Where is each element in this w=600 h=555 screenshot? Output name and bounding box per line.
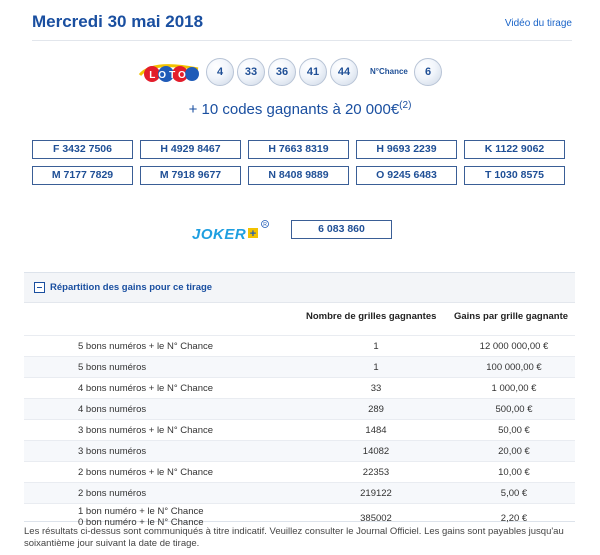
winning-code: H 4929 8467 <box>140 140 241 159</box>
winning-code: O 9245 6483 <box>356 166 457 185</box>
prize-table-title[interactable]: Répartition des gains pour ce tirage <box>50 282 213 293</box>
rank-cell: 3 bons numéros <box>78 446 147 457</box>
winning-code: K 1122 9062 <box>464 140 565 159</box>
loto-logo <box>138 61 200 85</box>
count-cell: 1484 <box>365 425 387 436</box>
count-cell: 385002 <box>360 513 392 524</box>
rank-cell: 4 bons numéros <box>78 404 147 415</box>
codes-title-text: + 10 codes gagnants à 20 000€ <box>188 101 400 118</box>
rank-line: 1 bon numéro + le N° Chance <box>78 506 204 517</box>
gain-cell: 5,00 € <box>500 488 528 499</box>
table-row <box>24 440 575 462</box>
count-cell: 1 <box>373 341 379 352</box>
count-cell: 1 <box>373 362 379 373</box>
collapse-icon[interactable] <box>34 282 45 293</box>
draw-ball: 33 <box>237 58 265 86</box>
winning-code: M 7918 9677 <box>140 166 241 185</box>
winning-code: H 7663 8319 <box>248 140 349 159</box>
gain-cell: 500,00 € <box>495 404 533 415</box>
winning-code: H 9693 2239 <box>356 140 457 159</box>
chance-label: N°Chance <box>370 67 408 76</box>
disclaimer-text: Les résultats ci-dessus sont communiqués à titre indicatif. Veuillez consulter le Journal Officiel. Les gains sont payables jusqu'au soixantième jour suivant la date de tirage. <box>24 526 564 549</box>
rank-cell: 5 bons numéros <box>78 362 147 373</box>
gain-cell: 20,00 € <box>498 446 530 457</box>
result-header <box>32 12 572 36</box>
count-cell: 14082 <box>362 446 390 457</box>
table-row <box>24 461 575 483</box>
draw-ball: 44 <box>330 58 358 86</box>
winning-code: N 8408 9889 <box>248 166 349 185</box>
divider <box>32 40 572 41</box>
table-row <box>24 398 575 420</box>
gain-cell: 12 000 000,00 € <box>479 341 549 352</box>
draw-ball: 36 <box>268 58 296 86</box>
svg-text:LOTO: LOTO <box>149 70 189 81</box>
prize-table <box>24 272 575 528</box>
rank-cell <box>78 506 204 528</box>
codes-title-note: (2) <box>399 100 412 111</box>
gain-cell: 2,20 € <box>500 513 528 524</box>
prize-table-header[interactable] <box>24 273 575 303</box>
winning-code: M 7177 7829 <box>32 166 133 185</box>
draw-ball: 41 <box>299 58 327 86</box>
gain-cell: 10,00 € <box>498 467 530 478</box>
gain-cell: 100 000,00 € <box>486 362 542 373</box>
rank-cell: 5 bons numéros + le N° Chance <box>78 341 214 352</box>
video-link[interactable]: Vidéo du tirage <box>504 18 572 29</box>
svg-text:+: + <box>249 228 257 240</box>
winning-code: F 3432 7506 <box>32 140 133 159</box>
gain-cell: 1 000,00 € <box>491 383 537 394</box>
table-row <box>24 419 575 441</box>
count-cell: 289 <box>368 404 384 415</box>
codes-title <box>0 100 600 118</box>
rank-cell: 3 bons numéros + le N° Chance <box>78 425 214 436</box>
rank-cell: 2 bons numéros + le N° Chance <box>78 467 214 478</box>
svg-text:JOKER: JOKER <box>192 226 247 243</box>
column-header-count: Nombre de grilles gagnantes <box>306 311 437 322</box>
table-row <box>24 356 575 378</box>
count-cell: 219122 <box>360 488 392 499</box>
count-cell: 33 <box>370 383 382 394</box>
gain-cell: 50,00 € <box>498 425 530 436</box>
rank-cell: 4 bons numéros + le N° Chance <box>78 383 214 394</box>
rank-cell: 2 bons numéros <box>78 488 147 499</box>
draw-date: Mercredi 30 mai 2018 <box>32 12 204 31</box>
count-cell: 22353 <box>362 467 390 478</box>
table-row <box>24 482 575 504</box>
column-header-gain: Gains par grille gagnante <box>454 311 569 322</box>
table-row <box>24 335 575 357</box>
table-row <box>24 377 575 399</box>
draw-ball: 4 <box>206 58 234 86</box>
joker-logo <box>190 219 272 247</box>
svg-text:R: R <box>263 222 267 228</box>
joker-number: 6 083 860 <box>291 220 392 239</box>
rank-line: 0 bon numéro + le N° Chance <box>78 517 204 528</box>
chance-ball: 6 <box>414 58 442 86</box>
winning-code: T 1030 8575 <box>464 166 565 185</box>
